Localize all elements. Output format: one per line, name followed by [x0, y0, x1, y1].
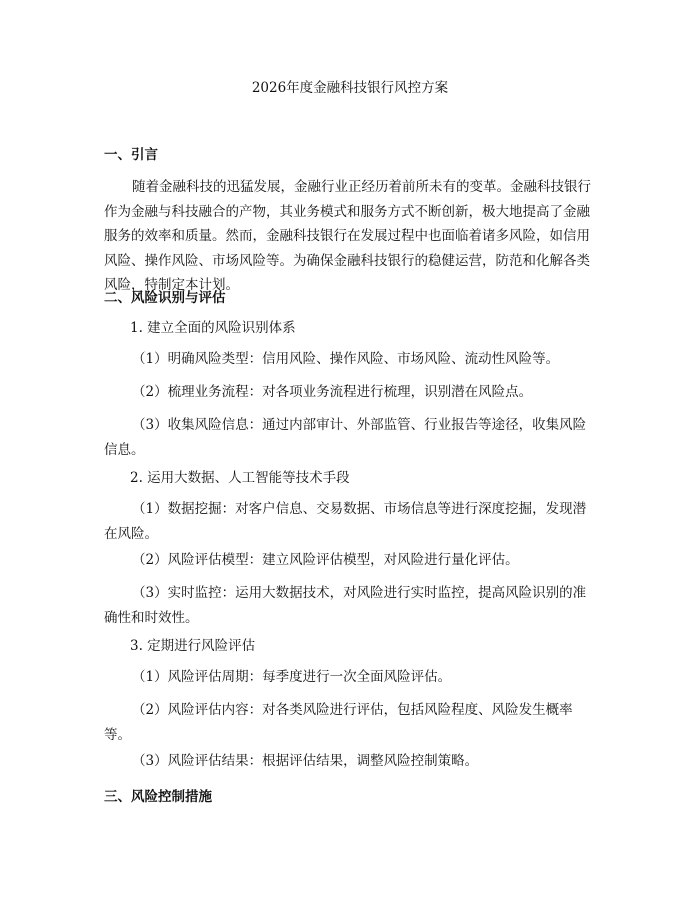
paragraph-line: 服务的效率和质量。然而，金融科技银行在发展过程中也面临着诸多风险，如信用 [104, 228, 590, 244]
subsection-title: 3. 定期进行风险评估 [130, 638, 256, 654]
paragraph-line: 风险、操作风险、市场风险等。为确保金融科技银行的稳健运营，防范和化解各类 [104, 252, 590, 269]
list-item-line: 确性和时效性。 [104, 609, 199, 626]
section-heading-risk-control: 三、风险控制措施 [104, 789, 212, 805]
section-heading-introduction: 一、引言 [104, 147, 158, 163]
list-item [104, 380, 604, 405]
list-item-line: （1）风险评估周期：每季度进行一次全面风险评估。 [132, 669, 452, 685]
list-item [104, 581, 604, 630]
list-item [104, 413, 604, 462]
list-item-line: （2）风险评估内容：对各类风险进行评估，包括风险程度、风险发生概率 [132, 702, 573, 718]
list-item-line: （1）数据挖掘：对客户信息、交易数据、市场信息等进行深度挖掘，发现潜 [132, 501, 587, 517]
list-item [104, 749, 604, 774]
list-item [104, 665, 604, 690]
list-item [104, 548, 604, 573]
list-item-line: 信息。 [104, 441, 145, 458]
list-item [104, 347, 604, 372]
subsection-title: 2. 运用大数据、人工智能等技术手段 [130, 470, 350, 486]
list-item-line: （1）明确风险类型：信用风险、操作风险、市场风险、流动性风险等。 [132, 351, 560, 367]
paragraph-line: 作为金融与科技融合的产物，其业务模式和服务方式不断创新，极大地提高了金融 [104, 203, 590, 220]
list-item-line: （2）风险评估模型：建立风险评估模型，对风险进行量化评估。 [132, 552, 519, 568]
introduction-paragraph [104, 175, 600, 298]
list-item-line: （3）收集风险信息：通过内部审计、外部监管、行业报告等途径，收集风险 [132, 417, 587, 433]
subsection-title: 1. 建立全面的风险识别体系 [130, 320, 296, 336]
list-item-line: （3）风险评估结果：根据评估结果，调整风险控制策略。 [132, 753, 479, 769]
section-heading-risk-identification: 二、风险识别与评估 [104, 290, 226, 306]
paragraph-line: 随着金融科技的迅猛发展，金融行业正经历着前所未有的变革。金融科技银行 [132, 179, 591, 195]
list-item-line: 等。 [104, 726, 131, 743]
list-item-line: （3）实时监控：运用大数据技术，对风险进行实时监控，提高风险识别的准 [132, 585, 587, 601]
list-item [104, 497, 604, 546]
list-item-line: 在风险。 [104, 525, 158, 542]
document-title: 2026年度金融科技银行风控方案 [251, 80, 449, 96]
list-item [104, 698, 604, 747]
list-item-line: （2）梳理业务流程：对各项业务流程进行梳理，识别潜在风险点。 [132, 384, 533, 400]
paragraph-line: 风险，特制定本计划。 [104, 277, 239, 293]
